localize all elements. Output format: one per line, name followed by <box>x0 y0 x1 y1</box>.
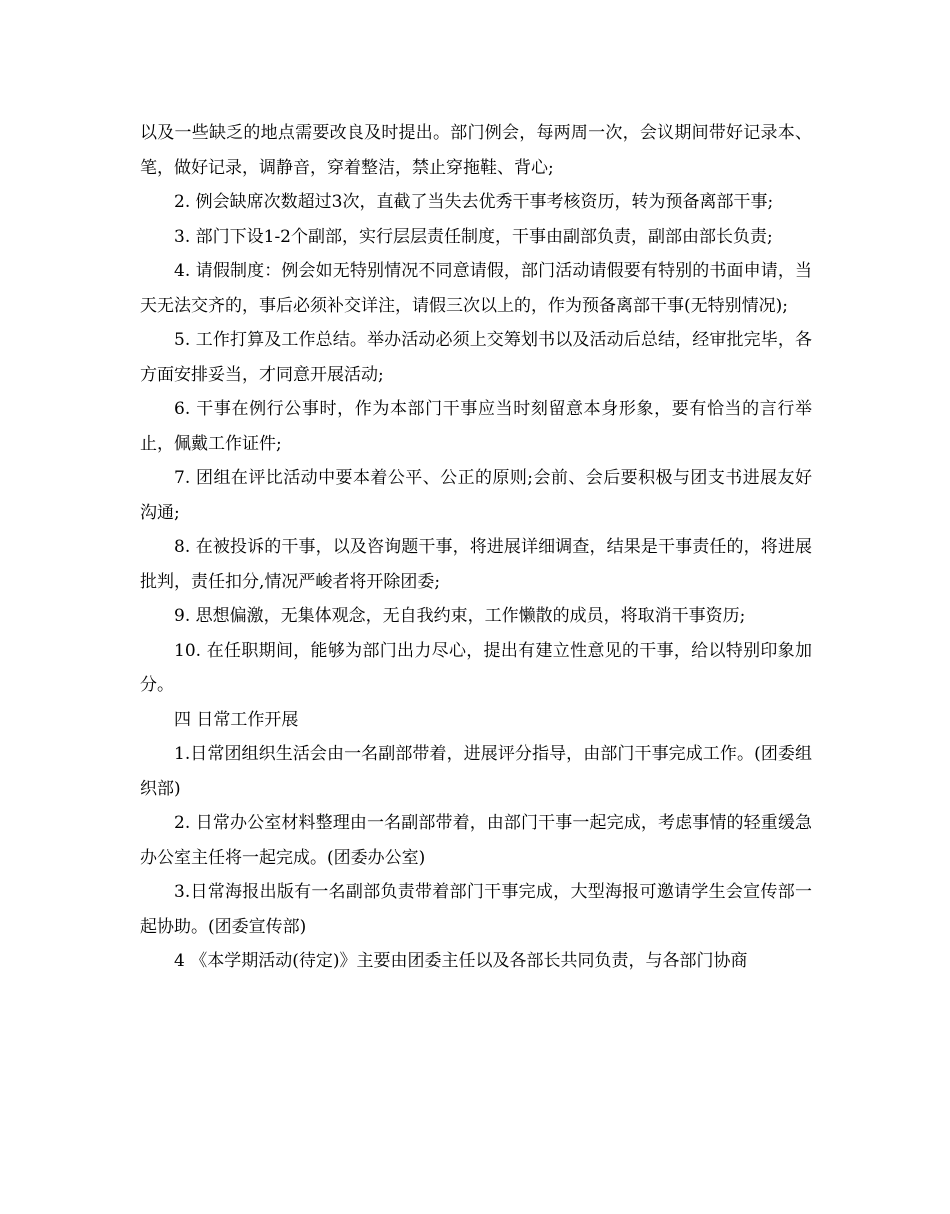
paragraph-item-4: 4. 请假制度：例会如无特别情况不同意请假，部门活动请假要有特别的书面申请，当天无法交齐的，事后必须补交详注，请假三次以上的，作为预备离部干事(无特别情况); <box>140 261 812 316</box>
paragraph-work-3: 3.日常海报出版有一名副部负责带着部门干事完成，大型海报可邀请学生会宣传部一起协助。(团委宣传部) <box>140 882 812 937</box>
section-heading: 四 日常工作开展 <box>174 709 299 730</box>
paragraph-item-2: 2. 例会缺席次数超过3次，直截了当失去优秀干事考核资历，转为预备离部干事; <box>174 192 774 212</box>
paragraph-continuation: 以及一些缺乏的地点需要改良及时提出。部门例会，每两周一次，会议期间带好记录本、笔，做好记录，调静音，穿着整洁，禁止穿拖鞋、背心; <box>140 123 812 178</box>
paragraph-item-5: 5. 工作打算及工作总结。举办活动必须上交筹划书以及活动后总结，经审批完毕，各方面安排妥当，才同意开展活动; <box>140 330 812 385</box>
paragraph-item-6: 6. 干事在例行公事时，作为本部门干事应当时刻留意本身形象，要有恰当的言行举止，佩戴工作证件; <box>140 399 812 454</box>
document-body <box>140 116 812 979</box>
paragraph-work-1: 1.日常团组织生活会由一名副部带着，进展评分指导，由部门干事完成工作。(团委组织部) <box>140 744 812 799</box>
paragraph-item-8: 8. 在被投诉的干事，以及咨询题干事，将进展详细调查，结果是干事责任的，将进展批判，责任扣分,情况严峻者将开除团委; <box>140 537 812 592</box>
paragraph-item-7: 7. 团组在评比活动中要本着公平、公正的原则;会前、会后要积极与团支书进展友好沟通; <box>140 468 812 523</box>
paragraph-item-10: 10. 在任职期间，能够为部门出力尽心，提出有建立性意见的干事，给以特别印象加分。 <box>140 640 812 695</box>
paragraph-item-9: 9. 思想偏激，无集体观念，无自我约束，工作懒散的成员，将取消干事资历; <box>174 606 746 626</box>
paragraph-item-3: 3. 部门下设1-2个副部，实行层层责任制度，干事由副部负责，副部由部长负责; <box>174 226 773 247</box>
paragraph-work-2: 2. 日常办公室材料整理由一名副部带着，由部门干事一起完成，考虑事情的轻重缓急办公室主任将一起完成。(团委办公室) <box>140 813 812 868</box>
paragraph-work-4: 4 《本学期活动(待定)》主要由团委主任以及各部长共同负责，与各部门协商 <box>174 951 748 971</box>
